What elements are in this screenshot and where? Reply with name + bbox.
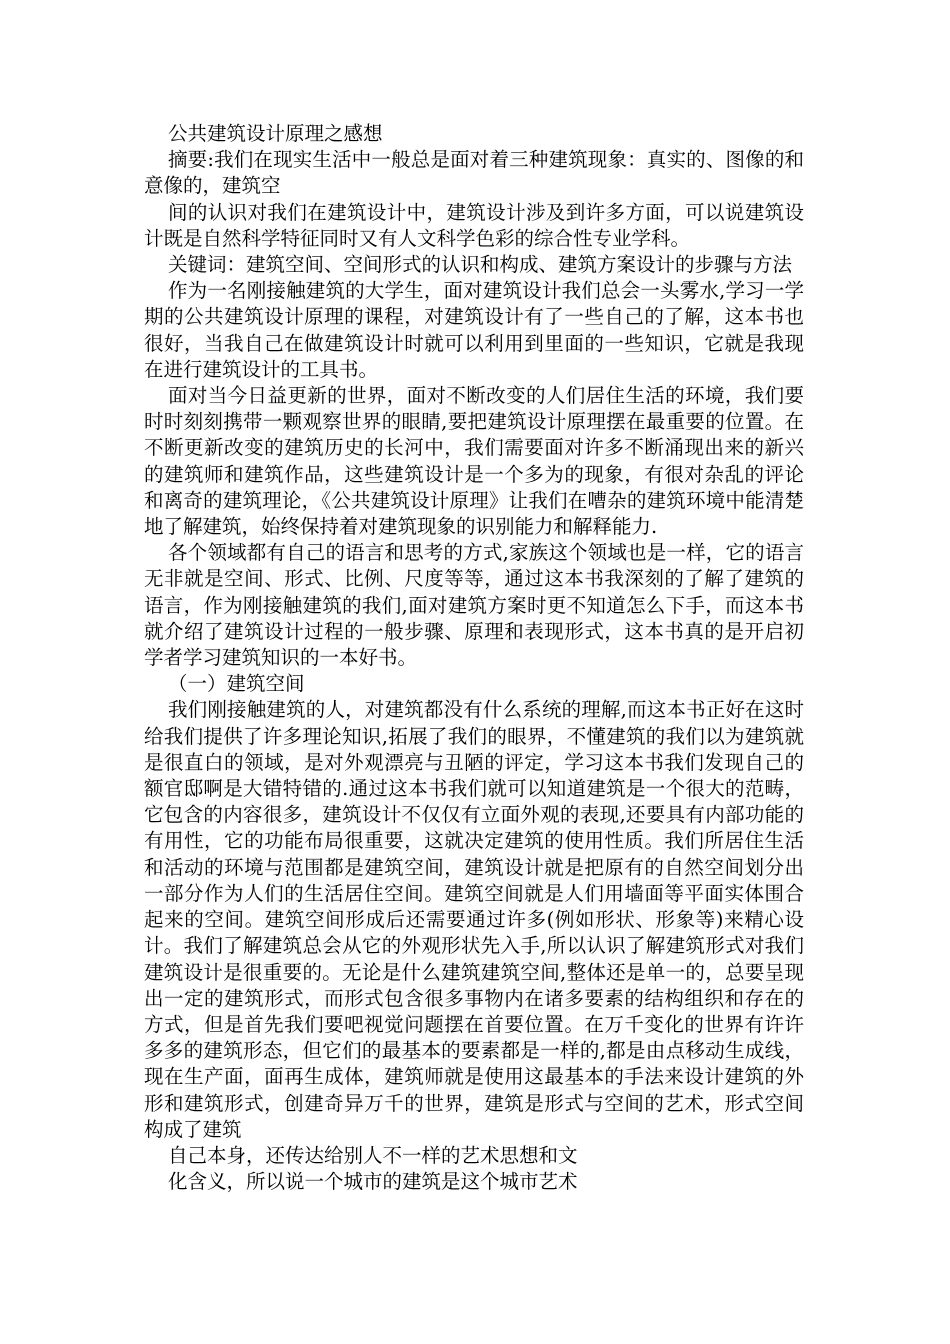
- document-body: [144, 121, 804, 1195]
- abstract-paragraph: 摘要:我们在现实生活中一般总是面对着三种建筑现象：真实的、图像的和意像的，建筑空: [144, 148, 804, 198]
- body-paragraph-continuation-2: 化含义，所以说一个城市的建筑是这个城市艺术: [168, 1170, 578, 1194]
- document-title: 公共建筑设计原理之感想: [168, 122, 383, 145]
- keywords-paragraph: 关键词：建筑空间、空间形式的认识和构成、建筑方案设计的步骤与方法: [168, 253, 793, 277]
- body-paragraph-language: 各个领域都有自己的语言和思考的方式,家族这个领域也是一样，它的语言无非就是空间、形式、比例、尺度等等，通过这本书我深刻的了解了建筑的语言，作为刚接触建筑的我们,面对建筑方案时更不知道怎么下手，而这本书就介绍了建筑设计过程的一般步骤、原理和表现形式，这本书真的是开启初学者学习建筑知识的一本好书。: [144, 541, 804, 670]
- body-paragraph-world: 面对当今日益更新的世界，面对不断改变的人们居住生活的环境，我们要时时刻刻携带一颗观察世界的眼睛,要把建筑设计原理摆在最重要的位置。在不断更新改变的建筑历史的长河中，我们需要面对许多不断涌现出来的新兴的建筑师和建筑作品，这些建筑设计是一个多为的现象，有很对杂乱的评论和离奇的建筑理论，《公共建筑设计原理》让我们在嘈杂的建筑环境中能清楚地了解建筑，始终保持着对建筑现象的识别能力和解释能力.: [144, 384, 804, 539]
- section-heading-architectural-space: （一）建筑空间: [168, 672, 305, 696]
- body-paragraph-space: 我们刚接触建筑的人，对建筑都没有什么系统的理解,而这本书正好在这时给我们提供了许多理论知识,拓展了我们的眼界，不懂建筑的我们以为建筑就是很直白的领域，是对外观漂亮与丑陋的评定，学习这本书我们发现自己的额官邸啊是大错特错的.通过这本书我们就可以知道建筑是一个很大的范畴，它包含的内容很多，建筑设计不仅仅有立面外观的表现,还要具有内部功能的有用性，它的功能布局很重要，这就决定建筑的使用性质。我们所居住生活和活动的环境与范围都是建筑空间，建筑设计就是把原有的自然空间划分出一部分作为人们的生活居住空间。建筑空间就是人们用墙面等平面实体围合起来的空间。建筑空间形成后还需要通过许多(例如形状、形象等)来精心设计。我们了解建筑总会从它的外观形状先入手,所以认识了解建筑形式对我们建筑设计是很重要的。无论是什么建筑建筑空间,整体还是单一的，总要呈现出一定的建筑形式，而形式包含很多事物内在诸多要素的结构组织和存在的方式，但是首先我们要吧视觉问题摆在首要位置。在万千变化的世界有许许多多的建筑形态，但它们的最基本的要素都是一样的,都是由点移动生成线，现在生产面，面再生成体，建筑师就是使用这最基本的手法来设计建筑的外形和建筑形式，创建奇异万千的世界，建筑是形式与空间的艺术，形式空间构成了建筑: [144, 698, 804, 1141]
- body-paragraph-continuation-1: 自己本身，还传达给别人不一样的艺术思想和文: [168, 1143, 578, 1167]
- body-paragraph-intro: 作为一名刚接触建筑的大学生，面对建筑设计我们总会一头雾水,学习一学期的公共建筑设计原理的课程，对建筑设计有了一些自己的了解，这本书也很好，当我自己在做建筑设计时就可以利用到里面的一些知识，它就是我现在进行建筑设计的工具书。: [144, 279, 804, 381]
- abstract-continuation-paragraph: 间的认识对我们在建筑设计中，建筑设计涉及到许多方面，可以说建筑设计既是自然科学特征同时又有人文科学色彩的综合性专业学科。: [144, 200, 804, 250]
